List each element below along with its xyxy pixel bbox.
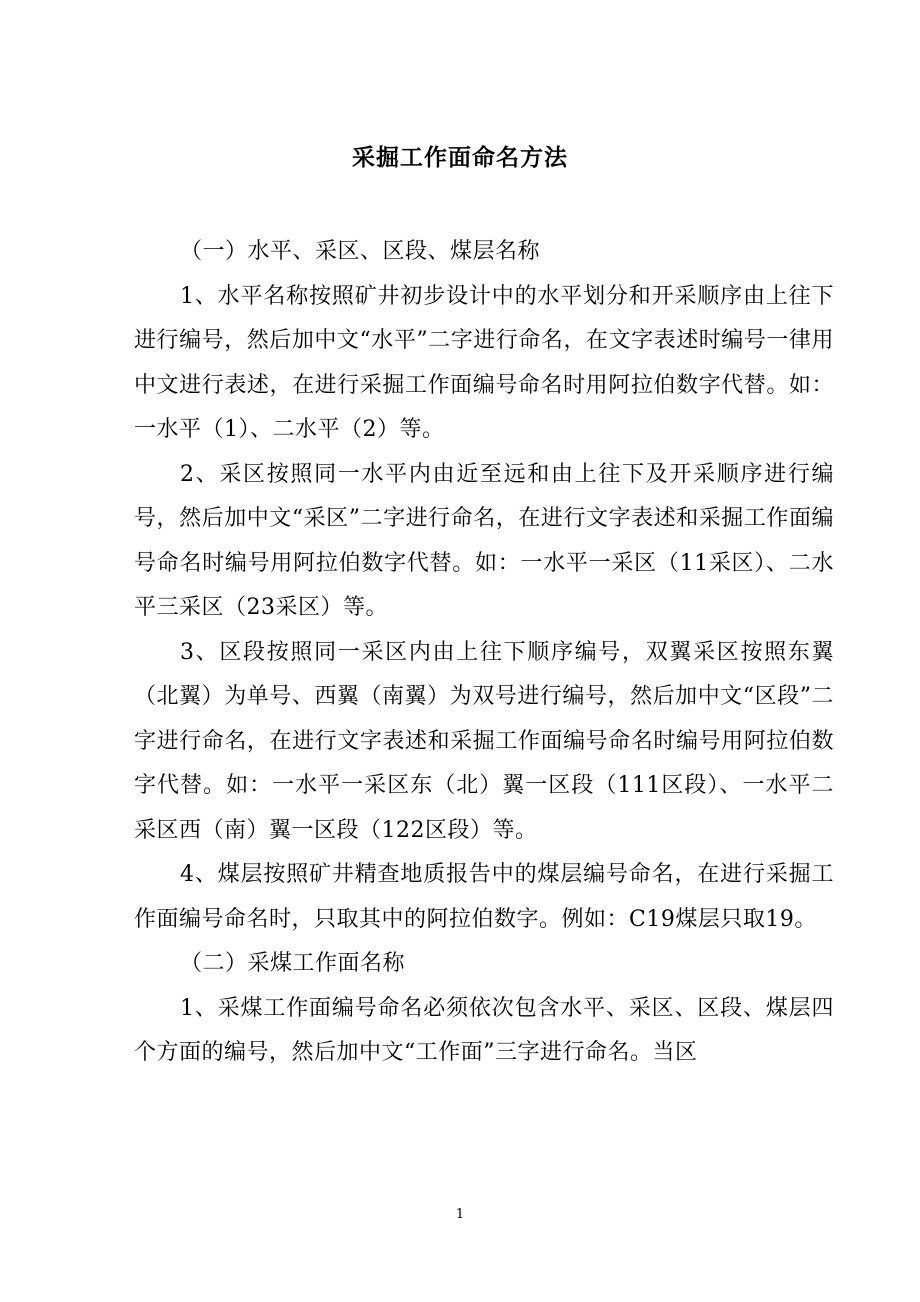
paragraph-face-naming: 1、采煤工作面编号命名必须依次包含水平、采区、区段、煤层四个方面的编号，然后加中文“工作面”三字进行命名。当区 [134,995,834,1065]
paragraph-level-naming: 1、水平名称按照矿井初步设计中的水平划分和开采顺序由上往下进行编号，然后加中文“水平”二字进行命名，在文字表述时编号一律用中文进行表述，在进行采掘工作面编号命名时用阿拉伯数字代替。如：一水平（1）、二水平（2）等。 [134,283,834,442]
paragraph-seam-naming: 4、煤层按照矿井精查地质报告中的煤层编号命名，在进行采掘工作面编号命名时，只取其中的阿拉伯数字。例如：C19煤层只取19。 [134,862,834,932]
document-body [134,230,834,1076]
document-title: 采掘工作面命名方法 [352,144,568,171]
page-number: 1 [455,1207,465,1222]
paragraph-section-naming: 3、区段按照同一采区内由上往下顺序编号，双翼采区按照东翼（北翼）为单号、西翼（南翼）为双号进行编号，然后加中文“区段”二字进行命名，在进行文字表述和采掘工作面编号命名时编号用阿拉伯数字代替。如：一水平一采区东（北）翼一区段（111区段）、一水平二采区西（南）翼一区段（122区段）等。 [134,639,834,843]
section-heading-2: （二）采煤工作面名称 [180,951,406,976]
section-heading-1: （一）水平、采区、区段、煤层名称 [180,239,541,264]
paragraph-district-naming: 2、采区按照同一水平内由近至远和由上往下及开采顺序进行编号，然后加中文“采区”二字进行命名，在进行文字表述和采掘工作面编号命名时编号用阿拉伯数字代替。如：一水平一采区（11采区）、二水平三采区（23采区）等。 [134,461,834,620]
